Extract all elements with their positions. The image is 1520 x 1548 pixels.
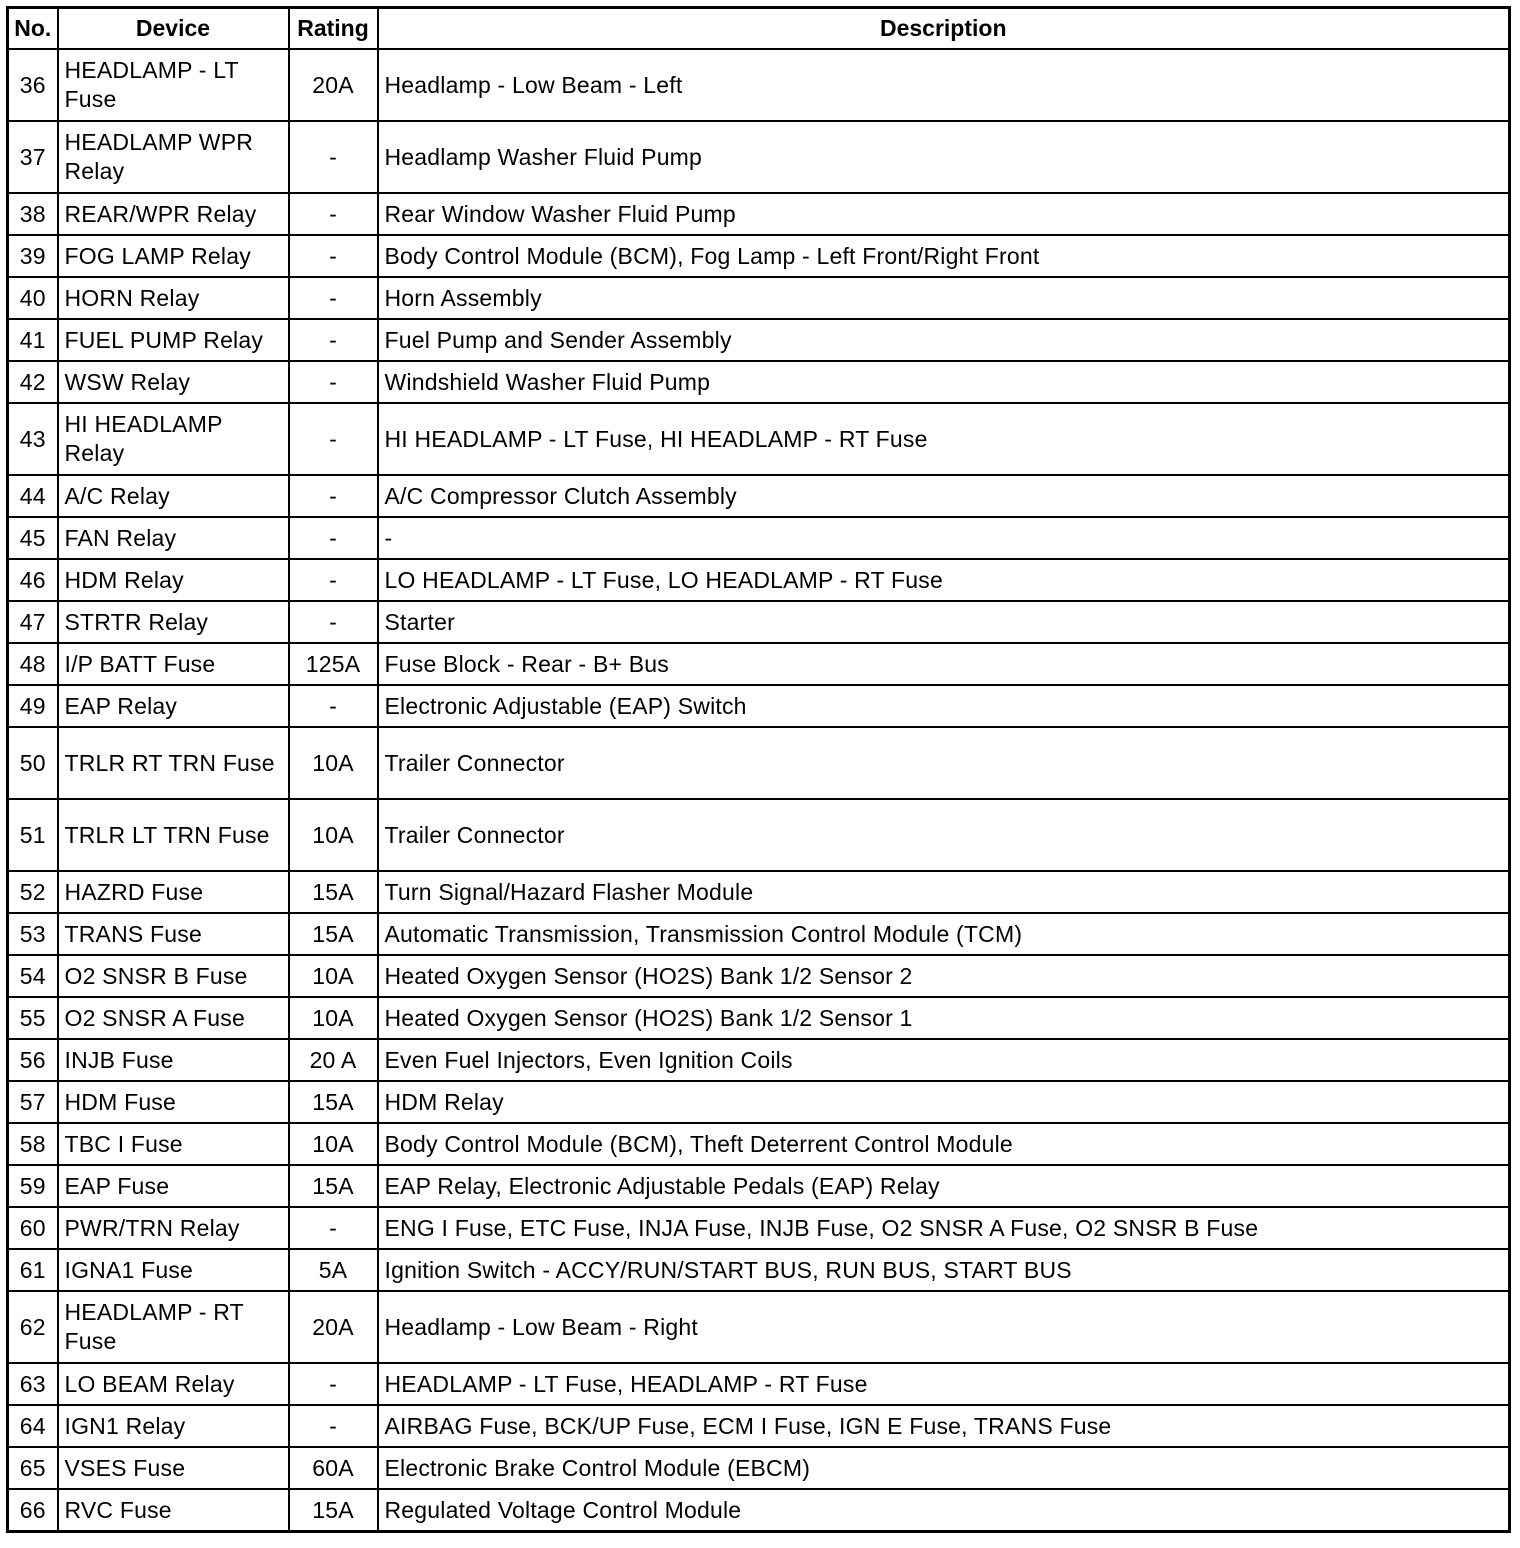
row-description: HEADLAMP - LT Fuse, HEADLAMP - RT Fuse: [378, 1363, 1510, 1405]
row-description: Headlamp - Low Beam - Right: [378, 1291, 1510, 1363]
row-device: A/C Relay: [58, 475, 289, 517]
row-description: Ignition Switch - ACCY/RUN/START BUS, RUN BUS, START BUS: [378, 1249, 1510, 1291]
row-number: 63: [8, 1363, 58, 1405]
row-description: EAP Relay, Electronic Adjustable Pedals (EAP) Relay: [378, 1165, 1510, 1207]
row-rating: -: [289, 193, 378, 235]
row-device: EAP Fuse: [58, 1165, 289, 1207]
row-description: -: [378, 517, 1510, 559]
row-device: HAZRD Fuse: [58, 871, 289, 913]
header-description: Description: [378, 8, 1510, 50]
header-rating: Rating: [289, 8, 378, 50]
row-device: HEADLAMP - RT Fuse: [58, 1291, 289, 1363]
row-description: HI HEADLAMP - LT Fuse, HI HEADLAMP - RT Fuse: [378, 403, 1510, 475]
table-row: [8, 643, 1510, 685]
row-rating: -: [289, 403, 378, 475]
row-number: 46: [8, 559, 58, 601]
row-rating: 10A: [289, 799, 378, 871]
row-description: Turn Signal/Hazard Flasher Module: [378, 871, 1510, 913]
row-number: 57: [8, 1081, 58, 1123]
row-device: LO BEAM Relay: [58, 1363, 289, 1405]
table-row: [8, 1291, 1510, 1363]
table-row: [8, 1039, 1510, 1081]
row-device: HDM Fuse: [58, 1081, 289, 1123]
row-device: HEADLAMP - LT Fuse: [58, 49, 289, 121]
row-description: Even Fuel Injectors, Even Ignition Coils: [378, 1039, 1510, 1081]
header-no: No.: [8, 8, 58, 50]
row-description: Starter: [378, 601, 1510, 643]
row-number: 52: [8, 871, 58, 913]
table-row: [8, 559, 1510, 601]
row-description: Electronic Brake Control Module (EBCM): [378, 1447, 1510, 1489]
row-number: 62: [8, 1291, 58, 1363]
table-row: [8, 121, 1510, 193]
row-number: 40: [8, 277, 58, 319]
row-rating: 60A: [289, 1447, 378, 1489]
row-description: ENG I Fuse, ETC Fuse, INJA Fuse, INJB Fuse, O2 SNSR A Fuse, O2 SNSR B Fuse: [378, 1207, 1510, 1249]
table-row: [8, 997, 1510, 1039]
row-description: Windshield Washer Fluid Pump: [378, 361, 1510, 403]
row-description: HDM Relay: [378, 1081, 1510, 1123]
row-description: Electronic Adjustable (EAP) Switch: [378, 685, 1510, 727]
row-number: 66: [8, 1489, 58, 1532]
row-rating: 10A: [289, 955, 378, 997]
row-number: 54: [8, 955, 58, 997]
row-rating: 10A: [289, 1123, 378, 1165]
row-device: O2 SNSR B Fuse: [58, 955, 289, 997]
row-number: 45: [8, 517, 58, 559]
table-row: [8, 49, 1510, 121]
row-number: 36: [8, 49, 58, 121]
row-rating: -: [289, 361, 378, 403]
row-rating: 20A: [289, 49, 378, 121]
fuse-table: [6, 6, 1511, 1533]
row-rating: -: [289, 121, 378, 193]
row-number: 58: [8, 1123, 58, 1165]
row-device: EAP Relay: [58, 685, 289, 727]
row-device: REAR/WPR Relay: [58, 193, 289, 235]
row-number: 44: [8, 475, 58, 517]
row-description: Horn Assembly: [378, 277, 1510, 319]
row-device: HORN Relay: [58, 277, 289, 319]
table-row: [8, 1207, 1510, 1249]
row-rating: 125A: [289, 643, 378, 685]
header-row: [8, 8, 1510, 50]
row-number: 61: [8, 1249, 58, 1291]
row-device: O2 SNSR A Fuse: [58, 997, 289, 1039]
row-device: TRLR LT TRN Fuse: [58, 799, 289, 871]
row-device: I/P BATT Fuse: [58, 643, 289, 685]
row-rating: -: [289, 1405, 378, 1447]
row-description: Regulated Voltage Control Module: [378, 1489, 1510, 1532]
row-number: 48: [8, 643, 58, 685]
row-rating: 10A: [289, 727, 378, 799]
table-row: [8, 955, 1510, 997]
row-number: 56: [8, 1039, 58, 1081]
row-number: 64: [8, 1405, 58, 1447]
table-row: [8, 913, 1510, 955]
row-device: TRANS Fuse: [58, 913, 289, 955]
row-device: WSW Relay: [58, 361, 289, 403]
row-description: LO HEADLAMP - LT Fuse, LO HEADLAMP - RT Fuse: [378, 559, 1510, 601]
row-rating: 20 A: [289, 1039, 378, 1081]
table-row: [8, 319, 1510, 361]
row-description: Trailer Connector: [378, 727, 1510, 799]
row-description: Heated Oxygen Sensor (HO2S) Bank 1/2 Sensor 2: [378, 955, 1510, 997]
row-rating: -: [289, 475, 378, 517]
row-rating: 15A: [289, 1165, 378, 1207]
row-number: 51: [8, 799, 58, 871]
table-row: [8, 475, 1510, 517]
row-rating: 5A: [289, 1249, 378, 1291]
row-rating: 15A: [289, 913, 378, 955]
table-row: [8, 601, 1510, 643]
table-header: [8, 8, 1510, 50]
row-device: INJB Fuse: [58, 1039, 289, 1081]
row-device: HDM Relay: [58, 559, 289, 601]
row-device: RVC Fuse: [58, 1489, 289, 1532]
row-number: 53: [8, 913, 58, 955]
table-row: [8, 193, 1510, 235]
table-row: [8, 1447, 1510, 1489]
row-device: IGN1 Relay: [58, 1405, 289, 1447]
row-rating: -: [289, 1363, 378, 1405]
row-rating: 15A: [289, 871, 378, 913]
table-row: [8, 1363, 1510, 1405]
table-row: [8, 517, 1510, 559]
row-number: 50: [8, 727, 58, 799]
row-device: FUEL PUMP Relay: [58, 319, 289, 361]
row-device: HEADLAMP WPR Relay: [58, 121, 289, 193]
table-body: [8, 49, 1510, 1532]
row-rating: -: [289, 685, 378, 727]
row-description: Heated Oxygen Sensor (HO2S) Bank 1/2 Sensor 1: [378, 997, 1510, 1039]
row-description: A/C Compressor Clutch Assembly: [378, 475, 1510, 517]
table-row: [8, 1405, 1510, 1447]
row-rating: 15A: [289, 1489, 378, 1532]
row-description: AIRBAG Fuse, BCK/UP Fuse, ECM I Fuse, IGN E Fuse, TRANS Fuse: [378, 1405, 1510, 1447]
row-description: Fuse Block - Rear - B+ Bus: [378, 643, 1510, 685]
row-rating: -: [289, 517, 378, 559]
row-device: TRLR RT TRN Fuse: [58, 727, 289, 799]
row-number: 55: [8, 997, 58, 1039]
row-device: IGNA1 Fuse: [58, 1249, 289, 1291]
table-row: [8, 1123, 1510, 1165]
table-row: [8, 727, 1510, 799]
table-row: [8, 871, 1510, 913]
row-number: 43: [8, 403, 58, 475]
row-description: Body Control Module (BCM), Fog Lamp - Left Front/Right Front: [378, 235, 1510, 277]
row-rating: 15A: [289, 1081, 378, 1123]
row-number: 59: [8, 1165, 58, 1207]
row-number: 41: [8, 319, 58, 361]
row-number: 60: [8, 1207, 58, 1249]
row-number: 39: [8, 235, 58, 277]
row-description: Automatic Transmission, Transmission Control Module (TCM): [378, 913, 1510, 955]
row-rating: -: [289, 277, 378, 319]
row-rating: -: [289, 319, 378, 361]
row-device: HI HEADLAMP Relay: [58, 403, 289, 475]
row-number: 37: [8, 121, 58, 193]
table-row: [8, 799, 1510, 871]
table-row: [8, 685, 1510, 727]
row-rating: -: [289, 235, 378, 277]
row-number: 49: [8, 685, 58, 727]
row-description: Trailer Connector: [378, 799, 1510, 871]
row-rating: 10A: [289, 997, 378, 1039]
row-rating: -: [289, 559, 378, 601]
row-device: VSES Fuse: [58, 1447, 289, 1489]
row-device: PWR/TRN Relay: [58, 1207, 289, 1249]
header-device: Device: [58, 8, 289, 50]
row-device: TBC I Fuse: [58, 1123, 289, 1165]
row-rating: -: [289, 1207, 378, 1249]
row-device: FAN Relay: [58, 517, 289, 559]
row-description: Headlamp - Low Beam - Left: [378, 49, 1510, 121]
table-row: [8, 1249, 1510, 1291]
row-number: 47: [8, 601, 58, 643]
row-description: Fuel Pump and Sender Assembly: [378, 319, 1510, 361]
table-row: [8, 361, 1510, 403]
row-description: Headlamp Washer Fluid Pump: [378, 121, 1510, 193]
row-rating: 20A: [289, 1291, 378, 1363]
row-description: Rear Window Washer Fluid Pump: [378, 193, 1510, 235]
row-number: 42: [8, 361, 58, 403]
row-description: Body Control Module (BCM), Theft Deterrent Control Module: [378, 1123, 1510, 1165]
table-row: [8, 403, 1510, 475]
table-row: [8, 1081, 1510, 1123]
row-number: 65: [8, 1447, 58, 1489]
table-row: [8, 1489, 1510, 1532]
row-device: STRTR Relay: [58, 601, 289, 643]
table-row: [8, 277, 1510, 319]
row-device: FOG LAMP Relay: [58, 235, 289, 277]
row-rating: -: [289, 601, 378, 643]
row-number: 38: [8, 193, 58, 235]
table-row: [8, 235, 1510, 277]
table-row: [8, 1165, 1510, 1207]
